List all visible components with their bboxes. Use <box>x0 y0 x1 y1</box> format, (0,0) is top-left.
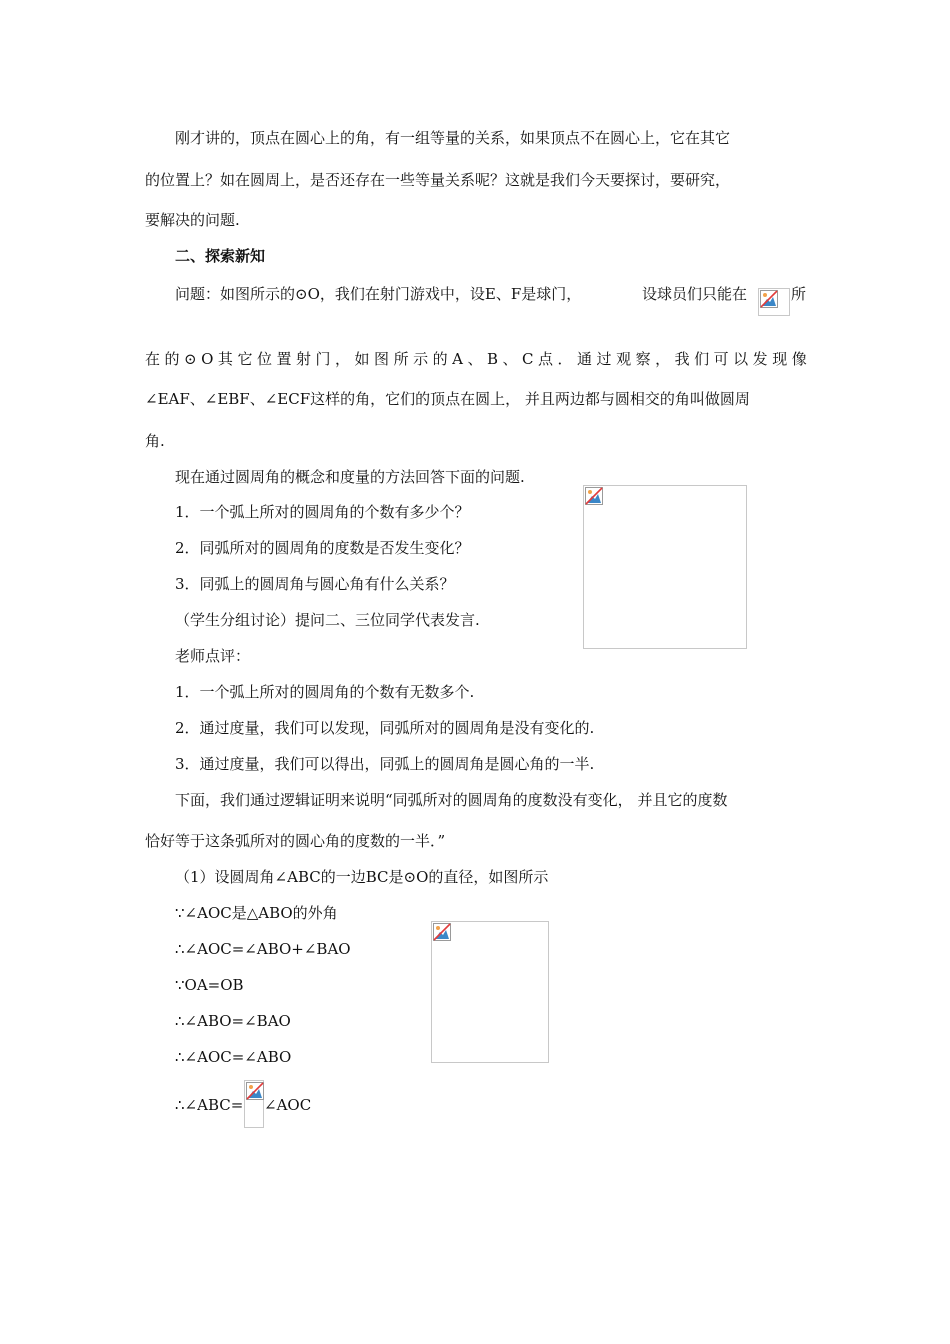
review-answer-3: 3．通过度量，我们可以得出，同弧上的圆周角是圆心角的一半. <box>175 755 595 773</box>
question-3: 3．同弧上的圆周角与圆心角有什么关系？ <box>175 575 455 593</box>
problem-line-1b: 设球员们只能在 <box>642 285 748 303</box>
proof-figure-image <box>431 921 549 1063</box>
circle-figure-image <box>583 485 747 649</box>
problem-line-2: 在 的 ⊙ O 其 它 位 置 射 门 ， 如 图 所 示 的 A 、 B 、 C 点 ． 通 过 观 察 ， 我 们 可 以 发 现 像 <box>145 350 807 368</box>
broken-image-icon <box>433 923 451 941</box>
proof-step-4: ∴∠ABO=∠BAO <box>175 1012 291 1030</box>
questions-intro: 现在通过圆周角的概念和度量的方法回答下面的问题. <box>175 468 525 486</box>
question-2: 2．同弧所对的圆周角的度数是否发生变化？ <box>175 539 470 557</box>
discussion-note: （学生分组讨论）提问二、三位同学代表发言. <box>175 611 480 629</box>
section-heading: 二、探索新知 <box>175 247 266 265</box>
intro-line-1: 刚才讲的，顶点在圆心上的角，有一组等量的关系，如果顶点不在圆心上，它在其它 <box>175 129 731 147</box>
proof-step-5: ∴∠AOC=∠ABO <box>175 1048 292 1066</box>
proof-step-1: ∵∠AOC是△ABO的外角 <box>175 904 338 922</box>
proof-step-6b: ∠AOC <box>264 1096 312 1114</box>
problem-line-3: ∠EAF、∠EBF、∠ECF这样的角，它们的顶点在圆上， 并且两边都与圆相交的角叫做圆周 <box>145 390 750 408</box>
broken-image-icon <box>585 487 603 505</box>
broken-image-icon <box>760 290 778 308</box>
problem-line-1c: 所 <box>791 285 807 303</box>
problem-line-1a: 问题：如图所示的⊙O，我们在射门游戏中，设E、F是球门， <box>175 285 582 303</box>
proof-intro-line-2: 恰好等于这条弧所对的圆心角的度数的一半．” <box>145 832 446 850</box>
intro-line-2: 的位置上？如在圆周上，是否还存在一些等量关系呢？这就是我们今天要探讨，要研究， <box>145 171 731 189</box>
question-1: 1．一个弧上所对的圆周角的个数有多少个？ <box>175 503 470 521</box>
problem-line-4: 角. <box>145 432 165 450</box>
proof-step-2: ∴∠AOC=∠ABO+∠BAO <box>175 940 351 958</box>
review-answer-2: 2．通过度量，我们可以发现，同弧所对的圆周角是没有变化的. <box>175 719 595 737</box>
proof-step-3: ∵OA=OB <box>175 976 244 994</box>
fraction-image <box>244 1080 264 1128</box>
proof-intro-line-1: 下面，我们通过逻辑证明来说明“同弧所对的圆周角的度数没有变化， 并且它的度数 <box>175 791 728 809</box>
intro-line-3: 要解决的问题. <box>145 211 240 229</box>
inline-figure-image <box>758 288 790 316</box>
proof-step-6a: ∴∠ABC= <box>175 1096 244 1114</box>
broken-image-icon <box>246 1082 264 1100</box>
proof-case-1: （1）设圆周角∠ABC的一边BC是⊙O的直径，如图所示 <box>175 868 549 886</box>
review-answer-1: 1．一个弧上所对的圆周角的个数有无数多个. <box>175 683 475 701</box>
review-title: 老师点评： <box>175 647 251 665</box>
